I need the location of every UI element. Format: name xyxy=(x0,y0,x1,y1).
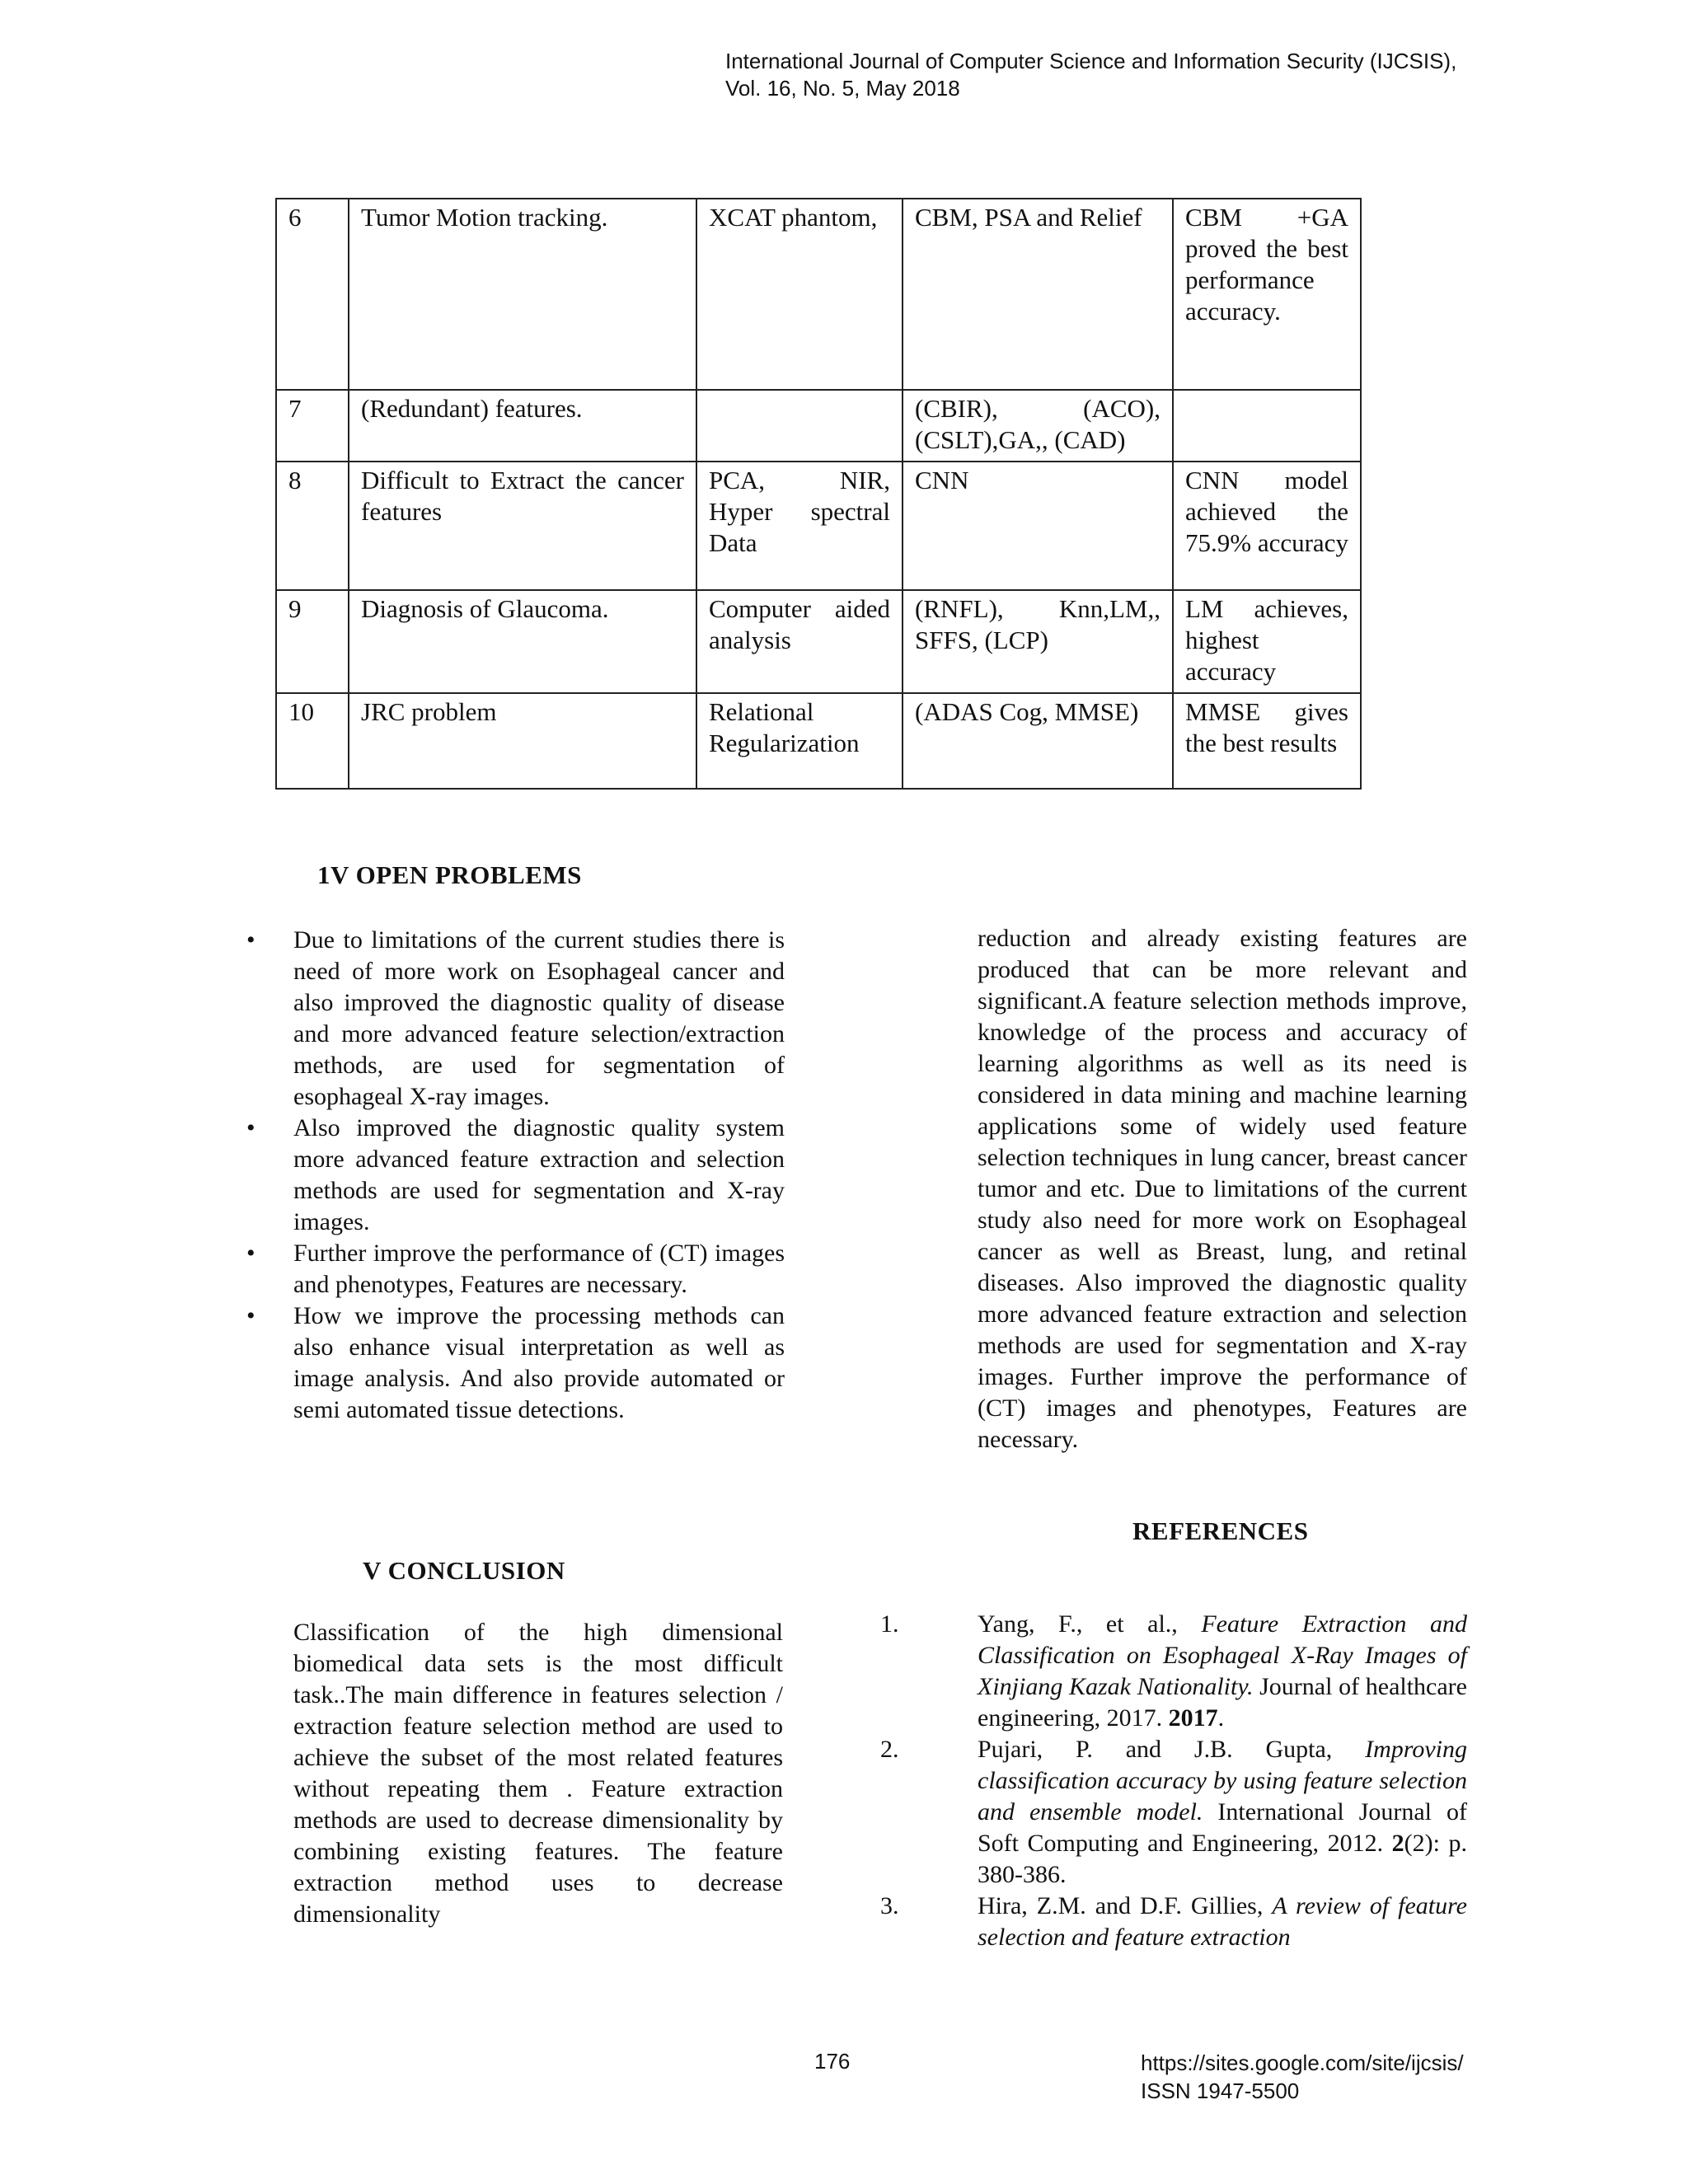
table-cell: 8 xyxy=(276,462,349,590)
journal-volume: Vol. 16, No. 5, May 2018 xyxy=(725,76,960,101)
section-heading-references: REFERENCES xyxy=(1132,1516,1309,1545)
table-cell: Computer aided analysis xyxy=(696,590,903,693)
results-table xyxy=(275,198,1362,790)
table-row xyxy=(276,590,1361,693)
table-cell: CNN model achieved the 75.9% accuracy xyxy=(1173,462,1361,590)
continuation-paragraph: reduction and already existing features are produced that can be more relevant and significant.A feature selection methods improve, knowledge of the process and accuracy of learning algorithms as well as its need is considered in data mining and machine learning applications some of widely used feature selection techniques in lung cancer, breast cancer tumor and etc. Due to limitations of the current study also need for more work on Esophageal cancer as well as Breast, lung, and retinal diseases. Also improved the diagnostic quality more advanced feature extraction and selection methods are used for segmentation and X-ray images. Further improve the performance of (CT) images and phenotypes, Features are necessary. xyxy=(978,925,1467,1453)
conclusion-paragraph: Classification of the high dimensional biomedical data sets is the most difficult task..The main difference in features selection / extraction feature selection method are used to achieve the subset of the most related features without repeating them . Feature extraction methods are used to decrease dimensionality by combining existing features. The feature extraction method uses to decrease dimensionality xyxy=(293,1619,783,1928)
journal-header xyxy=(725,48,1456,102)
footer-issn: ISSN 1947-5500 xyxy=(1141,2079,1300,2103)
bullet-icon: • xyxy=(246,1114,256,1141)
table-cell: LM achieves, highest accuracy xyxy=(1173,590,1361,693)
open-problems-list xyxy=(241,925,785,1426)
footer-info xyxy=(1141,2049,1464,2105)
table-cell: Diagnosis of Glaucoma. xyxy=(349,590,696,693)
section-heading-open-problems: 1V OPEN PROBLEMS xyxy=(317,860,582,889)
table-cell: MMSE gives the best results xyxy=(1173,693,1361,789)
journal-title: International Journal of Computer Science and Information Security (IJCSIS), xyxy=(725,49,1457,73)
bullet-icon: • xyxy=(246,926,256,954)
table-cell: Difficult to Extract the cancer features xyxy=(349,462,696,590)
table-cell xyxy=(696,390,903,462)
reference-title: Improving classification accuracy by using feature selection and ensemble model. xyxy=(978,1736,1467,1825)
reference-item: 3. Hira, Z.M. and D.F. Gillies, A review of feature selection and feature extraction xyxy=(880,1892,1467,1951)
table-cell: CNN xyxy=(903,462,1173,590)
reference-number: 1. xyxy=(880,1610,899,1638)
table-row xyxy=(276,390,1361,462)
table-cell: (Redundant) features. xyxy=(349,390,696,462)
list-item: • Also improved the diagnostic quality system more advanced feature extraction and selection methods are used for segmentation and X-ray images. xyxy=(246,1114,785,1235)
page-number: 176 xyxy=(814,2049,851,2074)
table-cell: (RNFL), Knn,LM,, SFFS, (LCP) xyxy=(903,590,1173,693)
reference-title: A review of feature selection and feature extraction xyxy=(978,1892,1467,1951)
table-row xyxy=(276,693,1361,789)
bullet-icon: • xyxy=(246,1240,256,1267)
table-row xyxy=(276,462,1361,590)
table-cell: CBM, PSA and Relief xyxy=(903,199,1173,390)
table-cell: 6 xyxy=(276,199,349,390)
list-item: • How we improve the processing methods can also enhance visual interpretation as well as image analysis. And also provide automated or semi automated tissue detections. xyxy=(246,1302,785,1423)
reference-title: Feature Extraction and Classification on Esophageal X-Ray Images of Xinjiang Kazak Nationality. xyxy=(978,1610,1467,1700)
reference-number: 2. xyxy=(880,1736,899,1763)
reference-item: 1. Yang, F., et al., Feature Extraction and Classification on Esophageal X-Ray Images of Xinjiang Kazak Nationality. Journal of healthcare engineering, 2017. 2017. xyxy=(880,1610,1467,1732)
table-cell xyxy=(1173,390,1361,462)
table-cell: Tumor Motion tracking. xyxy=(349,199,696,390)
section-heading-conclusion: V CONCLUSION xyxy=(363,1556,565,1585)
table-cell: XCAT phantom, xyxy=(696,199,903,390)
table-cell: 9 xyxy=(276,590,349,693)
table-cell: (ADAS Cog, MMSE) xyxy=(903,693,1173,789)
list-item: • Further improve the performance of (CT) images and phenotypes, Features are necessary. xyxy=(246,1240,785,1298)
bullet-icon: • xyxy=(246,1302,256,1329)
table-cell: 7 xyxy=(276,390,349,462)
table-cell: Relational Regularization xyxy=(696,693,903,789)
reference-list xyxy=(874,1609,1467,1953)
table-cell: CBM +GA proved the best performance accuracy. xyxy=(1173,199,1361,390)
table-cell: 10 xyxy=(276,693,349,789)
table-cell: PCA, NIR, Hyper spectral Data xyxy=(696,462,903,590)
footer-url[interactable]: https://sites.google.com/site/ijcsis/ xyxy=(1141,2050,1464,2075)
table-cell: JRC problem xyxy=(349,693,696,789)
table-cell: (CBIR), (ACO), (CSLT),GA,, (CAD) xyxy=(903,390,1173,462)
list-item: • Due to limitations of the current studies there is need of more work on Esophageal cancer and also improved the diagnostic quality of disease and more advanced feature selection/extraction methods, are used for segmentation of esophageal X-ray images. xyxy=(246,926,785,1110)
reference-number: 3. xyxy=(880,1892,899,1919)
table-row xyxy=(276,199,1361,390)
reference-item: 2. Pujari, P. and J.B. Gupta, Improving classification accuracy by using feature selection and ensemble model. International Journal of Soft Computing and Engineering, 2012. 2(2): p. 380-386. xyxy=(880,1736,1468,1888)
